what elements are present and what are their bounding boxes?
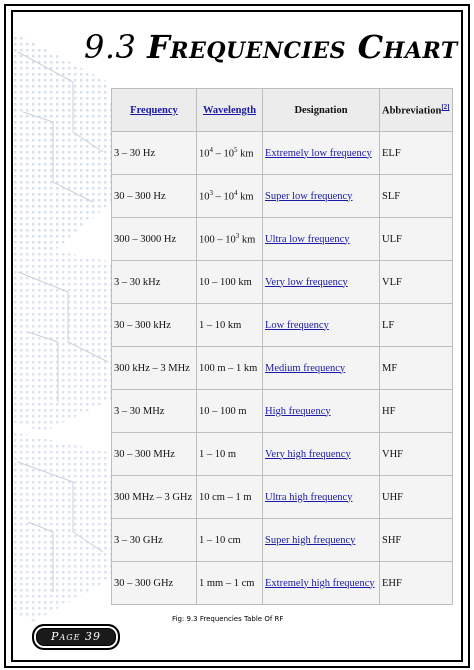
- cell-abbreviation: ULF: [380, 218, 453, 261]
- cell-designation: [263, 175, 380, 218]
- wavelength-part: 10 – 100 km: [199, 276, 252, 288]
- table-row: [112, 562, 453, 605]
- cell-frequency: 300 kHz – 3 MHz: [112, 347, 197, 390]
- cell-abbreviation: LF: [380, 304, 453, 347]
- cell-designation: [263, 390, 380, 433]
- wavelength-part: 3: [235, 232, 240, 241]
- wavelength-part: 4: [234, 189, 238, 198]
- cell-abbreviation: EHF: [380, 562, 453, 605]
- cell-designation: [263, 132, 380, 175]
- cell-wavelength: [197, 476, 263, 519]
- designation-link[interactable]: Very high frequency: [265, 448, 351, 460]
- cell-abbreviation: SLF: [380, 175, 453, 218]
- cell-frequency: 3 – 30 GHz: [112, 519, 197, 562]
- cell-abbreviation: VLF: [380, 261, 453, 304]
- wavelength-part: 10: [199, 148, 210, 160]
- table-row: [112, 347, 453, 390]
- cell-wavelength: [197, 519, 263, 562]
- header-designation: Designation: [263, 89, 380, 132]
- page-number-badge: Page 39: [32, 624, 120, 650]
- table-row: [112, 218, 453, 261]
- designation-link[interactable]: Very low frequency: [265, 276, 348, 288]
- wavelength-part: 100 – 10: [199, 234, 236, 246]
- designation-link[interactable]: Low frequency: [265, 319, 329, 331]
- designation-link[interactable]: Extremely low frequency: [265, 147, 372, 159]
- cell-abbreviation: ELF: [380, 132, 453, 175]
- wavelength-part: 1 – 10 m: [199, 448, 237, 460]
- cell-wavelength: [197, 347, 263, 390]
- cell-abbreviation: HF: [380, 390, 453, 433]
- cell-frequency: 30 – 300 MHz: [112, 433, 197, 476]
- cell-wavelength: [197, 562, 263, 605]
- cell-frequency: 3 – 30 kHz: [112, 261, 197, 304]
- table-row: [112, 433, 453, 476]
- title-prefix: 9.3: [84, 28, 148, 66]
- cell-designation: [263, 304, 380, 347]
- page-title: [84, 28, 458, 66]
- wavelength-part: 3: [209, 189, 213, 198]
- wavelength-part: km: [239, 234, 256, 246]
- wavelength-part: – 10: [213, 191, 234, 203]
- table-row: [112, 304, 453, 347]
- cell-wavelength: [197, 218, 263, 261]
- wavelength-part: 4: [209, 146, 213, 155]
- header-wavelength[interactable]: Wavelength: [197, 89, 263, 132]
- cell-frequency: 300 MHz – 3 GHz: [112, 476, 197, 519]
- figure-caption: Fig: 9.3 Frequencies Table Of RF: [172, 615, 284, 623]
- wavelength-part: 1 – 10 cm: [199, 534, 241, 546]
- wavelength-part: 1 – 10 km: [199, 319, 242, 331]
- cell-abbreviation: UHF: [380, 476, 453, 519]
- cell-designation: [263, 562, 380, 605]
- cell-wavelength: [197, 390, 263, 433]
- cell-wavelength: [197, 261, 263, 304]
- table-header-row: [112, 89, 453, 132]
- wavelength-part: 5: [234, 146, 238, 155]
- cell-designation: [263, 347, 380, 390]
- cell-frequency: 300 – 3000 Hz: [112, 218, 197, 261]
- table-row: [112, 132, 453, 175]
- cell-wavelength: [197, 132, 263, 175]
- cell-wavelength: [197, 175, 263, 218]
- designation-link[interactable]: Ultra low frequency: [265, 233, 350, 245]
- cell-abbreviation: MF: [380, 347, 453, 390]
- cell-frequency: 30 – 300 Hz: [112, 175, 197, 218]
- cell-frequency: 30 – 300 GHz: [112, 562, 197, 605]
- designation-link[interactable]: Extremely high frequency: [265, 577, 375, 589]
- cell-designation: [263, 476, 380, 519]
- title-main: Frequencies Chart: [147, 28, 458, 66]
- wavelength-part: 1 mm – 1 cm: [199, 577, 255, 589]
- wavelength-part: 10 cm – 1 m: [199, 491, 252, 503]
- table-row: [112, 476, 453, 519]
- cell-designation: [263, 218, 380, 261]
- wavelength-part: 10: [199, 191, 210, 203]
- designation-link[interactable]: Super high frequency: [265, 534, 356, 546]
- abbreviation-reference-link[interactable]: [2]: [441, 103, 450, 112]
- wavelength-part: km: [237, 148, 254, 160]
- table-row: [112, 390, 453, 433]
- wavelength-part: 10 – 100 m: [199, 405, 247, 417]
- cell-abbreviation: VHF: [380, 433, 453, 476]
- cell-frequency: 30 – 300 kHz: [112, 304, 197, 347]
- cell-wavelength: [197, 433, 263, 476]
- header-abbreviation: Abbreviation[2]: [380, 89, 453, 132]
- table-row: [112, 261, 453, 304]
- cell-wavelength: [197, 304, 263, 347]
- designation-link[interactable]: Ultra high frequency: [265, 491, 353, 503]
- table-row: [112, 519, 453, 562]
- cell-frequency: 3 – 30 Hz: [112, 132, 197, 175]
- cell-designation: [263, 261, 380, 304]
- header-frequency[interactable]: Frequency: [112, 89, 197, 132]
- designation-link[interactable]: Super low frequency: [265, 190, 353, 202]
- designation-link[interactable]: Medium frequency: [265, 362, 346, 374]
- wavelength-part: 100 m – 1 km: [199, 362, 258, 374]
- cell-designation: [263, 519, 380, 562]
- cell-frequency: 3 – 30 MHz: [112, 390, 197, 433]
- frequency-table: [111, 88, 453, 605]
- wavelength-part: km: [237, 191, 254, 203]
- wavelength-part: – 10: [213, 148, 234, 160]
- designation-link[interactable]: High frequency: [265, 405, 331, 417]
- cell-abbreviation: SHF: [380, 519, 453, 562]
- table-row: [112, 175, 453, 218]
- cell-designation: [263, 433, 380, 476]
